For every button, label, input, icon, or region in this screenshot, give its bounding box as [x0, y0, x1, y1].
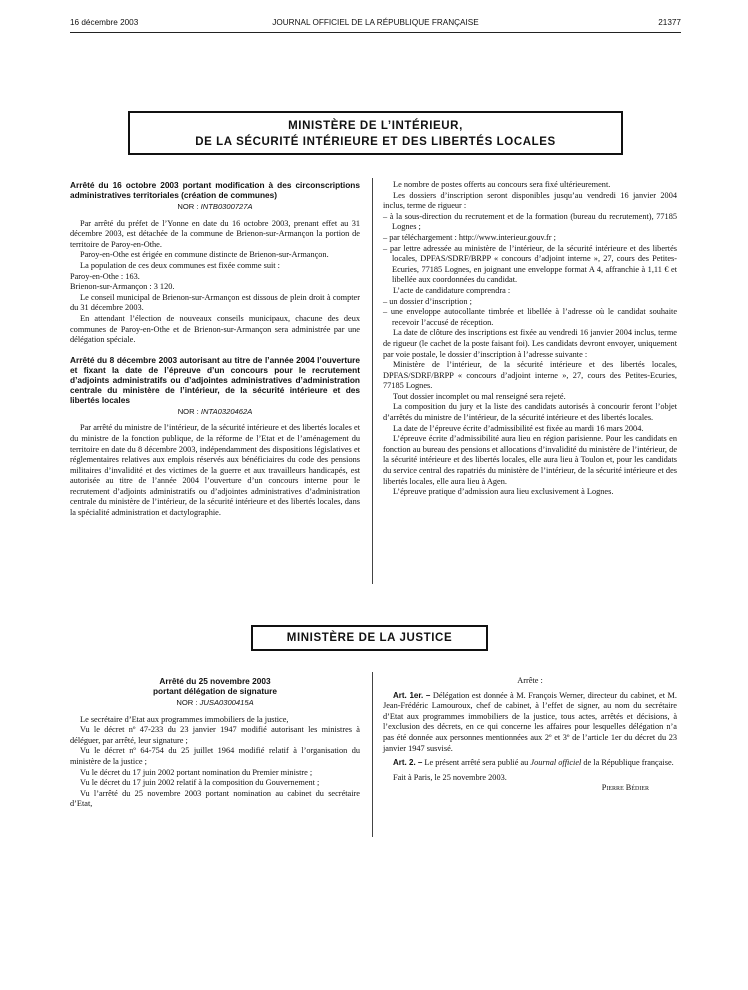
arrete1-paragraph: Le conseil municipal de Brienon-sur-Armançon est dissous de plein droit à compter du 31 décembre 2003. — [70, 292, 360, 313]
article-2-text: Le présent arrêté sera publié au — [424, 758, 529, 768]
article-1-label: Art. 1er. – — [393, 690, 431, 700]
arrete3-nor — [70, 698, 360, 709]
arrete3-paragraph: Vu le décret nº 64-754 du 25 juillet 1964 modifié relatif à l’organisation du ministère de la justice ; — [70, 746, 360, 766]
arrete1-paragraph: Par arrêté du préfet de l’Yonne en date du 16 octobre 2003, prenant effet au 31 décembre 2003, est détachée de la commune de Brienon-sur-Armançon la portion de territoire de Paroy-en-Othe. — [70, 218, 360, 249]
arrete3-article-2 — [383, 758, 677, 769]
header-journal-title: JOURNAL OFFICIEL DE LA RÉPUBLIQUE FRANÇAISE — [272, 18, 479, 27]
ministry-interior-line2: DE LA SÉCURITÉ INTÉRIEURE ET DES LIBERTÉS LOCALES — [195, 136, 556, 148]
arrete2-paragraph: Par arrêté du ministre de l’intérieur, de la sécurité intérieure et des libertés locales et du ministre de la fonction publique, de la réforme de l’Etat et de l’aménagement du territoire en date du 8 décembre 2003, indépendamment des dispositions législatives et réglementaires relatives aux emplois réservés aux bénéficiaires du code des pensions militaires d’invalidité et des victimes de la guerre et aux travailleurs handicapés, est autorisée au titre de l’année 2004 l’ouverture d’un concours interne pour le recrutement d’adjoints administratifs ou d’adjointes administratives d’administration centrale du ministère de l’intérieur, de la sécurité intérieure et des libertés locales, dans la spécialité administration et dactylographie. — [70, 423, 360, 518]
arrete3-arrete-label: Arrête : — [517, 676, 543, 685]
arrete2-paragraph: L’épreuve pratique d’admission aura lieu exclusivement à Lognes. — [393, 487, 614, 497]
list-item: – un dossier d’inscription ; — [383, 296, 472, 306]
arrete1-paragraph: Brienon-sur-Armançon : 3 120. — [70, 282, 175, 292]
article-1-text: Délégation est donnée à M. François Werner, directeur du cabinet, et M. Jean-Frédéric Lamouroux, chef de cabinet, à l’effet de signer, au nom du secrétaire d’Etat aux programmes immobiliers de la justice, tous actes, arrêtés et décisions, à l’exclusion des décrets, en ce qui concerne les affaires pour lesquelles délégation n’a pas été donnée aux personnes mentionnées aux 2º et 3º de l’article 1er du décret du 23 janvier 1947 susvisé. — [383, 690, 677, 753]
arrete2-paragraph: L’acte de candidature comprendra : — [393, 285, 511, 295]
arrete1-paragraph: En attendant l’élection de nouveaux conseils municipaux, chacune des deux communes de Paroy-en-Othe et de Brienon-sur-Armançon sera administrée par une délégation spéciale. — [70, 313, 360, 345]
running-header — [70, 18, 681, 30]
article-2-label: Art. 2. – — [393, 758, 423, 768]
arrete1-paragraph: La population de ces deux communes est fixée comme suit : — [80, 260, 280, 270]
left-column-justice — [70, 676, 360, 810]
arrete3-title-line1: Arrêté du 25 novembre 2003 — [159, 676, 271, 686]
arrete2-paragraph: Les dossiers d’inscription seront disponibles jusqu’au vendredi 16 janvier 2004 inclus, terme de rigueur : — [383, 190, 677, 211]
ministry-interior-line1: MINISTÈRE DE L’INTÉRIEUR, — [288, 120, 463, 132]
arrete3-signature: Pierre Bédier — [601, 783, 649, 793]
arrete3-paragraph: Vu le décret nº 47-233 du 23 janvier 1947 modifié autorisant les ministres à déléguer, par arrêté, leur signature ; — [70, 725, 360, 745]
arrete2-nor-code: INTA0320462A — [200, 406, 253, 416]
arrete3-nor-code: JUSA0300415A — [199, 698, 254, 707]
arrete3-paragraph: Le secrétaire d’Etat aux programmes immobiliers de la justice, — [80, 714, 289, 724]
arrete3-nor-label: NOR : — [176, 698, 198, 707]
arrete2-paragraph: La composition du jury et la liste des candidats autorisés à concourir feront l’objet d’arrêtés du ministre de l’intérieur, de la sécurité intérieure et des libertés locales. — [383, 402, 677, 423]
arrete3-paragraph: Vu le décret du 17 juin 2002 portant nomination du Premier ministre ; — [80, 767, 313, 777]
arrete3-article-1 — [383, 691, 677, 755]
arrete3-paragraph: Vu l’arrêté du 25 novembre 2003 portant nomination au cabinet du secrétaire d’Etat, — [70, 788, 360, 809]
arrete2-nor-label: NOR : — [177, 406, 199, 416]
column-divider — [372, 178, 373, 584]
left-column-interior — [70, 180, 360, 519]
arrete3-done-at: Fait à Paris, le 25 novembre 2003. — [393, 772, 507, 782]
arrete2-paragraph: L’épreuve écrite d’admissibilité aura lieu en région parisienne. Pour les candidats en fonction au bureau des pensions et allocations d’invalidité du ministère de l’intérieur, de la sécurité intérieure et des libertés locales, elle aura lieu à Toulon et, pour les candidats du service central des rapatriés du ministère de l’intérieur, de la sécurité intérieure et des libertés locales, elle aura lieu à Agen. — [383, 434, 677, 486]
arrete2-title: Arrêté du 8 décembre 2003 autorisant au titre de l’année 2004 l’ouverture et fixant la date de l’épreuve d’un concours pour le recrutement d’adjoints administratifs ou d’adjointes administratives d’administration centrale du ministère de l’intérieur, de la sécurité intérieure et des libertés locales — [70, 354, 360, 405]
arrete1-title: Arrêté du 16 octobre 2003 portant modification à des circonscriptions administratives territoriales (création de communes) — [70, 180, 360, 200]
header-date: 16 décembre 2003 — [70, 18, 139, 27]
list-item: – par lettre adressée au ministère de l’intérieur, de la sécurité intérieure et des libertés locales, DPFAS/SDRF/BRPP « concours d’adjoint interne », 27, cours des Petites-Ecuries, 77185 Lognes, en joignant une enveloppe format A 4, affranchie à 1,11 € et libellée aux coordonnées du candidat. — [383, 243, 677, 285]
ministry-justice-heading — [251, 625, 488, 651]
article-2-journal-name: Journal officiel — [530, 758, 582, 768]
arrete3-title-line2: portant délégation de signature — [152, 686, 277, 696]
list-item: – par téléchargement : http://www.interieur.gouv.fr ; — [383, 232, 556, 242]
arrete2-paragraph: Le nombre de postes offerts au concours sera fixé ultérieurement. — [393, 180, 611, 189]
arrete2-paragraph: Tout dossier incomplet ou mal renseigné sera rejeté. — [393, 391, 566, 401]
list-item: – à la sous-direction du recrutement et de la formation (bureau du recrutement), 77185 Lognes ; — [383, 211, 677, 232]
arrete1-paragraph: Paroy-en-Othe est érigée en commune distincte de Brienon-sur-Armançon. — [80, 250, 329, 260]
arrete1-nor-label: NOR : — [177, 202, 199, 211]
ministry-justice-line1: MINISTÈRE DE LA JUSTICE — [286, 632, 453, 644]
list-item: – une enveloppe autocollante timbrée et libellée à l’adresse où le candidat souhaite recevoir l’accusé de réception. — [383, 307, 677, 327]
right-column-interior — [383, 180, 677, 498]
header-rule — [70, 32, 681, 33]
arrete1-nor — [70, 202, 360, 213]
arrete1-paragraph: Paroy-en-Othe : 163. — [70, 271, 140, 281]
column-divider — [372, 672, 373, 837]
arrete2-paragraph: La date de clôture des inscriptions est fixée au vendredi 16 janvier 2004 inclus, terme de rigueur (le cachet de la poste faisant foi). Les candidats devront envoyer, uniquement par voie postale, le dossier d’inscription à l’adresse suivante : — [383, 328, 677, 359]
arrete1-nor-code: INTB0300727A — [200, 202, 253, 211]
arrete2-paragraph: La date de l’épreuve écrite d’admissibilité est fixée au mardi 16 mars 2004. — [393, 423, 644, 433]
arrete3-paragraph: Vu le décret du 17 juin 2002 relatif à la composition du Gouvernement ; — [80, 778, 320, 788]
article-2-text-end: de la République française. — [583, 758, 674, 768]
header-page-number: 21377 — [658, 18, 681, 27]
arrete2-nor — [70, 407, 360, 418]
right-column-justice — [383, 676, 677, 794]
arrete2-paragraph: Ministère de l’intérieur, de la sécurité intérieure et des libertés locales, DPFAS/SDRF/BRPP « concours d’adjoint interne », 27, cours des Petites-Ecuries, 77185 Lognes. — [383, 360, 677, 391]
ministry-interior-heading — [128, 111, 623, 155]
